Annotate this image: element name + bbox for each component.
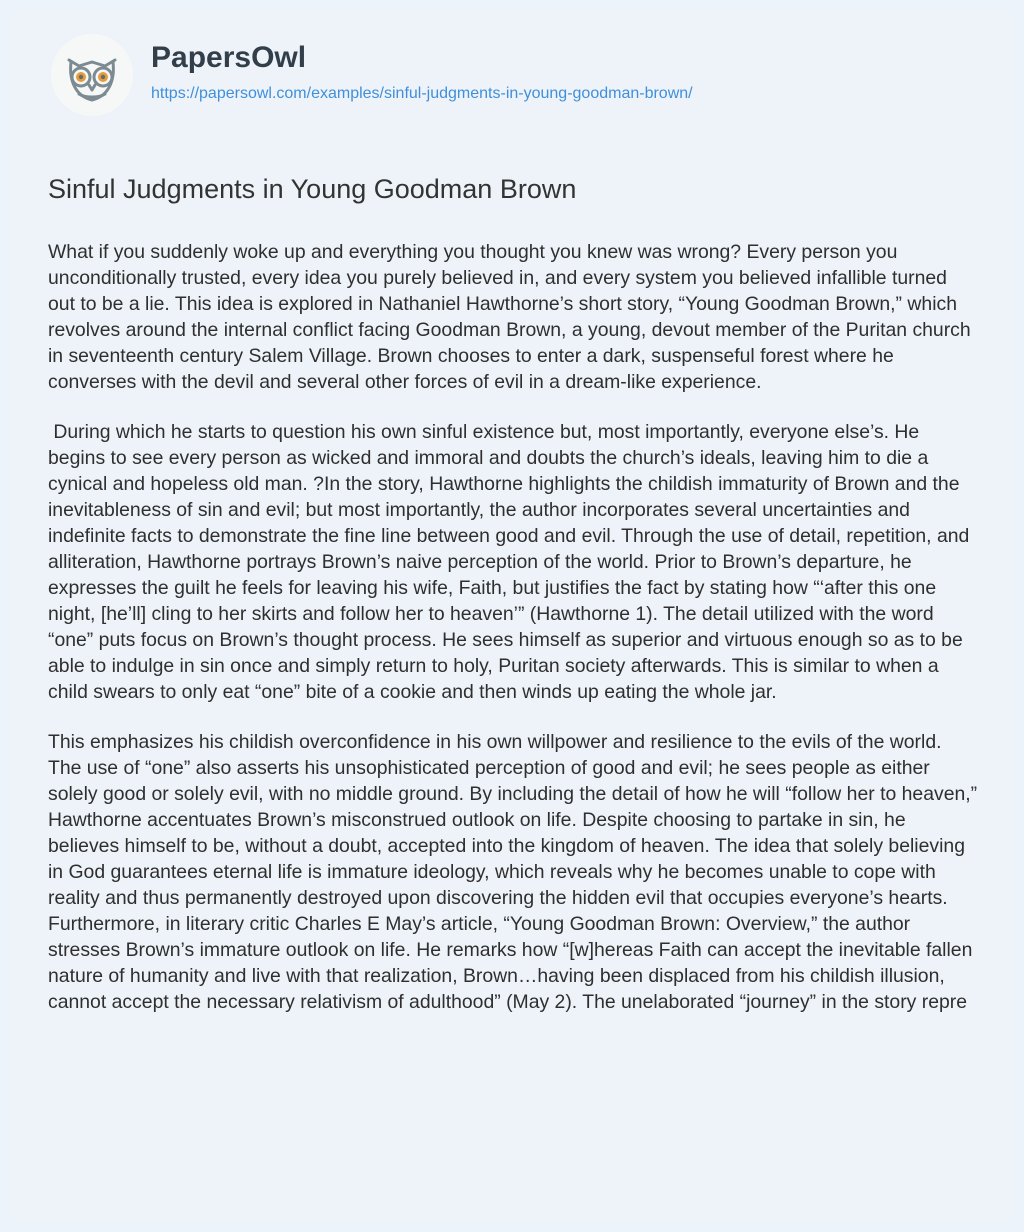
source-url-link[interactable]: https://papersowl.com/examples/sinful-judgments-in-young-goodman-brown/ (151, 85, 693, 102)
article-body (48, 239, 983, 1039)
paragraph: What if you suddenly woke up and everything you thought you knew was wrong? Every person you unconditionally trusted, every idea you purely believed in, and every system you believed infallible turned out to be a lie. This idea is explored in Nathaniel Hawthorne’s short story, “Young Goodman Brown,” which revolves around the internal conflict facing Goodman Brown, a young, devout member of the Puritan church in seventeenth century Salem Village. Brown chooses to enter a dark, suspenseful forest where he converses with the devil and several other forces of evil in a dream-like experience. (48, 241, 977, 393)
document-page (9, 9, 1015, 1223)
document-title: Sinful Judgments in Young Goodman Brown (48, 174, 577, 204)
owl-icon[interactable] (51, 34, 133, 116)
site-header (51, 34, 693, 124)
brand-name[interactable]: PapersOwl (151, 41, 307, 74)
paragraph: During which he starts to question his own sinful existence but, most importantly, everyone else’s. He begins to see every person as wicked and immoral and doubts the church’s ideals, leaving him to die a cynical and hopeless old man. ?In the story, Hawthorne highlights the childish immaturity of Brown and the inevitableness of sin and evil; but most importantly, the author incorporates several uncertainties and indefinite facts to demonstrate the fine line between good and evil. Through the use of detail, repetition, and alliteration, Hawthorne portrays Brown’s naive perception of the world. Prior to Brown’s departure, he expresses the guilt he feels for leaving his wife, Faith, but justifies the fact by stating how “‘after this one night, [he’ll] cling to her skirts and follow her to heaven’” (Hawthorne 1). The detail utilized with the word “one” puts focus on Brown’s thought process. He sees himself as superior and virtuous enough so as to be able to indulge in sin once and simply return to holy, Puritan society afterwards. This is similar to when a child swears to only eat “one” bite of a cookie and then winds up eating the whole jar. (48, 421, 975, 703)
paragraph: This emphasizes his childish overconfidence in his own willpower and resilience to the evils of the world. The use of “one” also asserts his unsophisticated perception of good and evil; he sees people as either solely good or solely evil, with no middle ground. By including the detail of how he will “follow her to heaven,” Hawthorne accentuates Brown’s misconstrued outlook on life. Despite choosing to partake in sin, he believes himself to be, without a doubt, accepted into the kingdom of heaven. The idea that solely believing in God guarantees eternal life is immature ideology, which reveals why he becomes unable to cope with reality and thus permanently destroyed upon discovering the hidden evil that occupies everyone’s hearts. Furthermore, in literary critic Charles E May’s article, “Young Goodman Brown: Overview,” the author stresses Brown’s immature outlook on life. He remarks how “[w]hereas Faith can accept the inevitable fallen nature of humanity and live with that realization, Brown…having been displaced from his childish illusion, cannot accept the necessary relativism of adulthood” (May 2). The unelaborated “journey” in the story repre (48, 731, 983, 1013)
brand-block (151, 34, 693, 103)
